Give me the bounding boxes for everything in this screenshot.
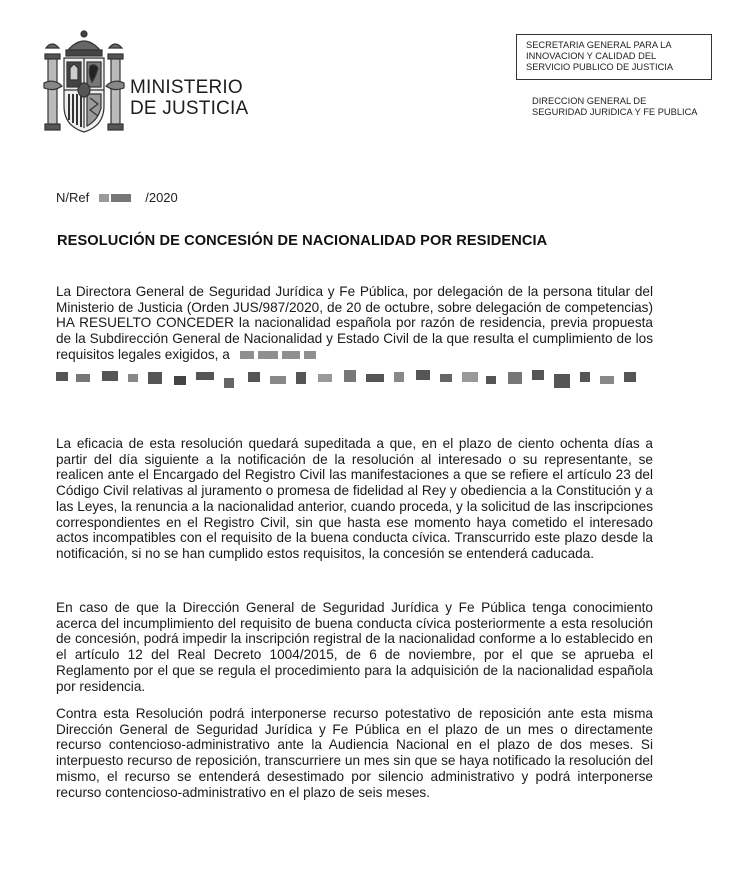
reference-number [56,190,178,205]
secretaria-box [516,34,712,80]
paragraph-efficacy: La eficacia de esta resolución quedará supeditada a que, en el plazo de ciento ochenta días a partir del día siguiente a la notificación de la resolución al interesado o su representante, se realicen ante el Encargado del Registro Civil las manifestaciones a que se refiere el artículo 23 del Código Civil relativas al juramento o promesa de fidelidad al Rey y obediencia a la Constitución y a las Leyes, la renuncia a la nacionalidad anterior, cuando proceda, y la solicitud de las inscripciones correspondientes en el Registro Civil, sin que hasta ese momento haya cometido el interesado actos incompatibles con el requisito de la buena conducta cívica. Transcurrido este plazo desde la notificación, si no se han cumplido estos requisitos, la concesión se entenderá caducada. [56,436,653,561]
redacted-reference [91,191,143,204]
reference-prefix: N/Ref [56,190,90,205]
ministry-line-2: DE JUSTICIA [130,98,249,119]
direccion-line: DIRECCION GENERAL DE [532,96,647,106]
redacted-personal-data [56,366,656,392]
paragraph-appeal: Contra esta Resolución podrá interponerse recurso potestativo de reposición ante esta misma Dirección General de Seguridad Jurídica y Fe Pública en el plazo de un mes o directamente recurso contencioso-administrativo ante la Audiencia Nacional en el plazo de dos meses. Si interpuesto recurso de reposición, transcurriere un mes sin que se haya notificado la resolución del mismo, el recurso se entenderá desestimado por silencio administrativo y podrá interponerse recurso contencioso-administrativo en el plazo de seis meses. [56,706,653,800]
ministry-name [130,77,248,119]
direccion-line: SEGURIDAD JURIDICA Y FE PUBLICA [532,107,698,117]
paragraph-resolution [56,284,653,363]
direccion-general [532,96,698,118]
paragraph-conduct: En caso de que la Dirección General de Seguridad Jurídica y Fe Pública tenga conocimiento acerca del incumplimiento del requisito de buena conducta cívica posteriormente a esta resolución de concesión, podrá impedir la inscripción registral de la nacionalidad conforme a lo establecido en el artículo 12 del Real Decreto 1004/2015, de 6 de noviembre, por el que se aprueba el Reglamento por el que se regula el procedimiento para la adquisición de la nacionalidad española por residencia. [56,600,653,694]
coat-of-arms-icon [40,28,128,140]
redacted-name [234,349,320,360]
secretaria-line: INNOVACION Y CALIDAD DEL [526,51,657,61]
secretaria-line: SECRETARIA GENERAL PARA LA [526,40,672,50]
document-title: RESOLUCIÓN DE CONCESIÓN DE NACIONALIDAD POR RESIDENCIA [57,233,548,249]
ministry-line-1: MINISTERIO [130,77,243,98]
paragraph-text: La Directora General de Seguridad Jurídica y Fe Pública, por delegación de la persona titular del Ministerio de Justicia (Orden JUS/987/2020, de 20 de octubre, sobre delegación de competencias) HA RESUELTO CONCEDER la nacionalidad española por razón de residencia, previa propuesta de la Subdirección General de Nacionalidad y Estado Civil de la que resulta el cumplimiento de los requisitos legales exigidos, a [56,284,653,362]
secretaria-line: SERVICIO PUBLICO DE JUSTICIA [526,62,674,72]
reference-suffix: /2020 [145,190,178,205]
